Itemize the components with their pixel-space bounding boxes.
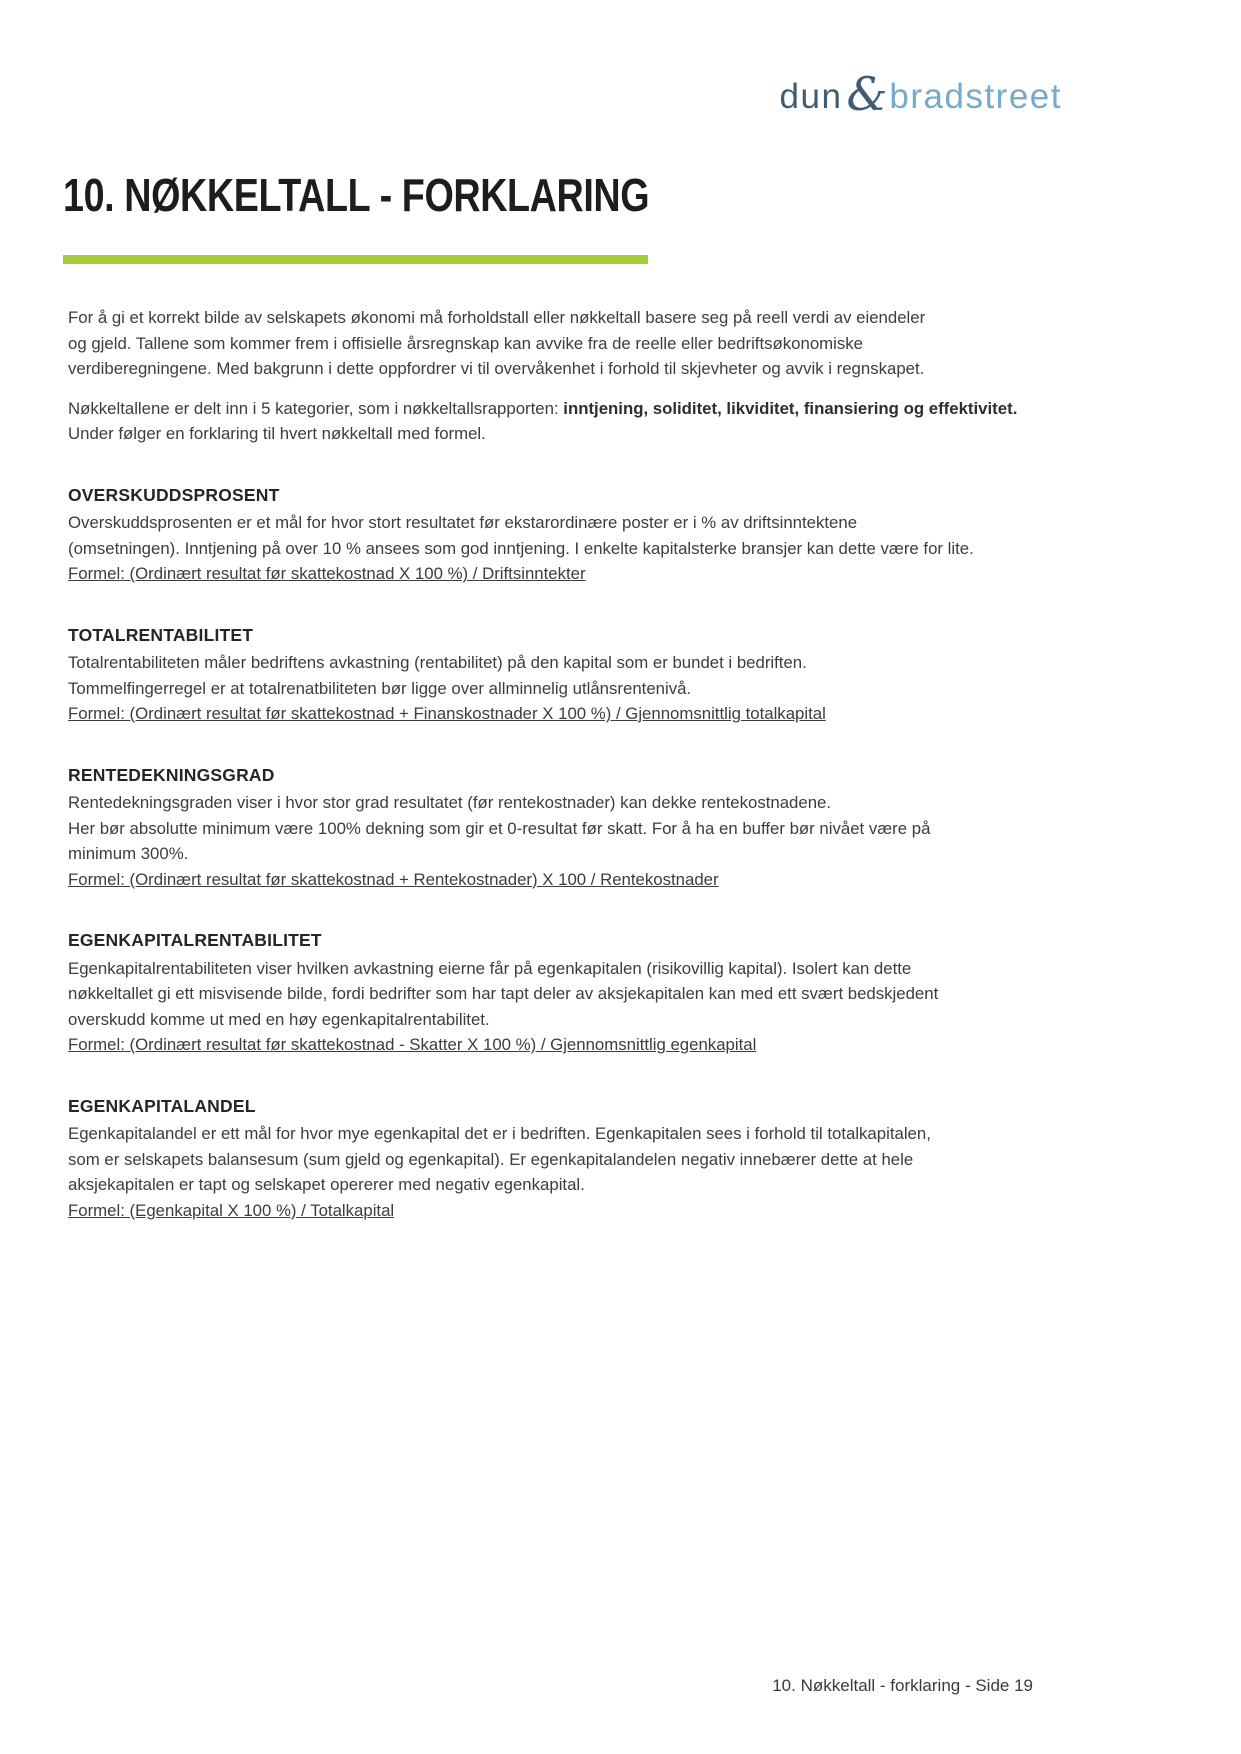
section-overskuddsprosent (68, 483, 1036, 587)
intro-p1-line: og gjeld. Tallene som kommer frem i offisielle årsregnskap kan avvike fra de reelle eller bedriftsøkonomiske (68, 333, 863, 353)
intro-paragraph-2 (68, 396, 1036, 447)
section-body-line: Tommelfingerregel er at totalrenatbiliteten bør ligge over allminnelig utlånsrentenivå. (68, 678, 692, 698)
logo-bradstreet-text: bradstreet (889, 77, 1062, 117)
section-body-line: overskudd komme ut med en høy egenkapitalrentabilitet. (68, 1009, 490, 1029)
intro-p2-suffix: Under følger en forklaring til hvert nøkkeltall med formel. (68, 424, 486, 443)
main-content (68, 305, 1036, 1223)
section-body-line: (omsetningen). Inntjening på over 10 % ansees som god inntjening. I enkelte kapitalsterke bransjer kan dette være for lite. (68, 538, 974, 558)
section-egenkapitalrentabilitet (68, 928, 1036, 1058)
section-formula: Formel: (Ordinært resultat før skattekostnad - Skatter X 100 %) / Gjennomsnittlig egenkapital (68, 1035, 757, 1054)
page-title: 10. NØKKELTALL - FORKLARING (63, 169, 650, 221)
section-formula: Formel: (Egenkapital X 100 %) / Totalkapital (68, 1200, 395, 1220)
ampersand-icon: & (846, 67, 888, 121)
section-formula: Formel: (Ordinært resultat før skattekostnad X 100 %) / Driftsinntekter (68, 564, 586, 583)
section-body-line: Her bør absolutte minimum være 100% dekning som gir et 0-resultat før skatt. For å ha en buffer bør nivået være på (68, 818, 931, 838)
section-rentedekningsgrad (68, 763, 1036, 893)
section-heading: OVERSKUDDSPROSENT (68, 484, 280, 505)
intro-p2-prefix: Nøkkeltallene er delt inn i 5 kategorier, som i nøkkeltallsrapporten: (68, 398, 564, 418)
intro-p1-line: verdiberegningene. Med bakgrunn i dette oppfordrer vi til overvåkenhet i forhold til skjevheter og avvik i regnskapet. (68, 359, 925, 378)
section-heading: RENTEDEKNINGSGRAD (68, 764, 275, 785)
page-footer: 10. Nøkkeltall - forklaring - Side 19 (772, 1676, 1033, 1695)
section-heading: EGENKAPITALRENTABILITET (68, 930, 322, 950)
logo-dun-text: dun (779, 77, 843, 117)
section-egenkapitalandel (68, 1094, 1036, 1224)
dun-bradstreet-logo (779, 67, 1062, 121)
section-body-line: som er selskapets balansesum (sum gjeld og egenkapital). Er egenkapitalandelen negativ innebærer dette at hele (68, 1149, 914, 1169)
section-totalrentabilitet (68, 623, 1036, 727)
section-body-line: Egenkapitalandel er ett mål for hvor mye egenkapital det er i bedriften. Egenkapitalen sees i forhold til totalkapitalen, (68, 1124, 931, 1143)
section-formula: Formel: (Ordinært resultat før skattekostnad + Rentekostnader) X 100 / Rentekostnader (68, 869, 719, 889)
section-body-line: Totalrentabiliteten måler bedriftens avkastning (rentabilitet) på den kapital som er bundet i bedriften. (68, 653, 807, 672)
section-body-line: Egenkapitalrentabiliteten viser hvilken avkastning eierne får på egenkapitalen (risikovillig kapital). Isolert kan dette (68, 958, 912, 978)
intro-paragraph-1 (68, 305, 1036, 382)
section-body-line: Rentedekningsgraden viser i hvor stor grad resultatet (før rentekostnader) kan dekke rentekostnadene. (68, 793, 832, 812)
section-heading: TOTALRENTABILITET (68, 624, 254, 645)
section-formula: Formel: (Ordinært resultat før skattekostnad + Finanskostnader X 100 %) / Gjennomsnittlig totalkapital (68, 704, 826, 723)
section-body-line: nøkkeltallet gi ett misvisende bilde, fordi bedrifter som har tapt deler av aksjekapitalen kan med ett svært bedskjedent (68, 984, 939, 1003)
section-heading: EGENKAPITALANDEL (68, 1095, 256, 1116)
section-body-line: Overskuddsprosenten er et mål for hvor stort resultatet før ekstarordinære poster er i % av driftsinntektene (68, 513, 858, 532)
title-accent-bar (63, 255, 648, 264)
intro-p1-line: For å gi et korrekt bilde av selskapets økonomi må forholdstall eller nøkkeltall basere seg på reell verdi av eiendeler (68, 308, 926, 327)
section-body-line: aksjekapitalen er tapt og selskapet opererer med negativ egenkapital. (68, 1175, 585, 1194)
intro-p2-categories-bold: inntjening, soliditet, likviditet, finansiering og effektivitet. (563, 398, 1018, 418)
section-body-line: minimum 300%. (68, 844, 189, 863)
